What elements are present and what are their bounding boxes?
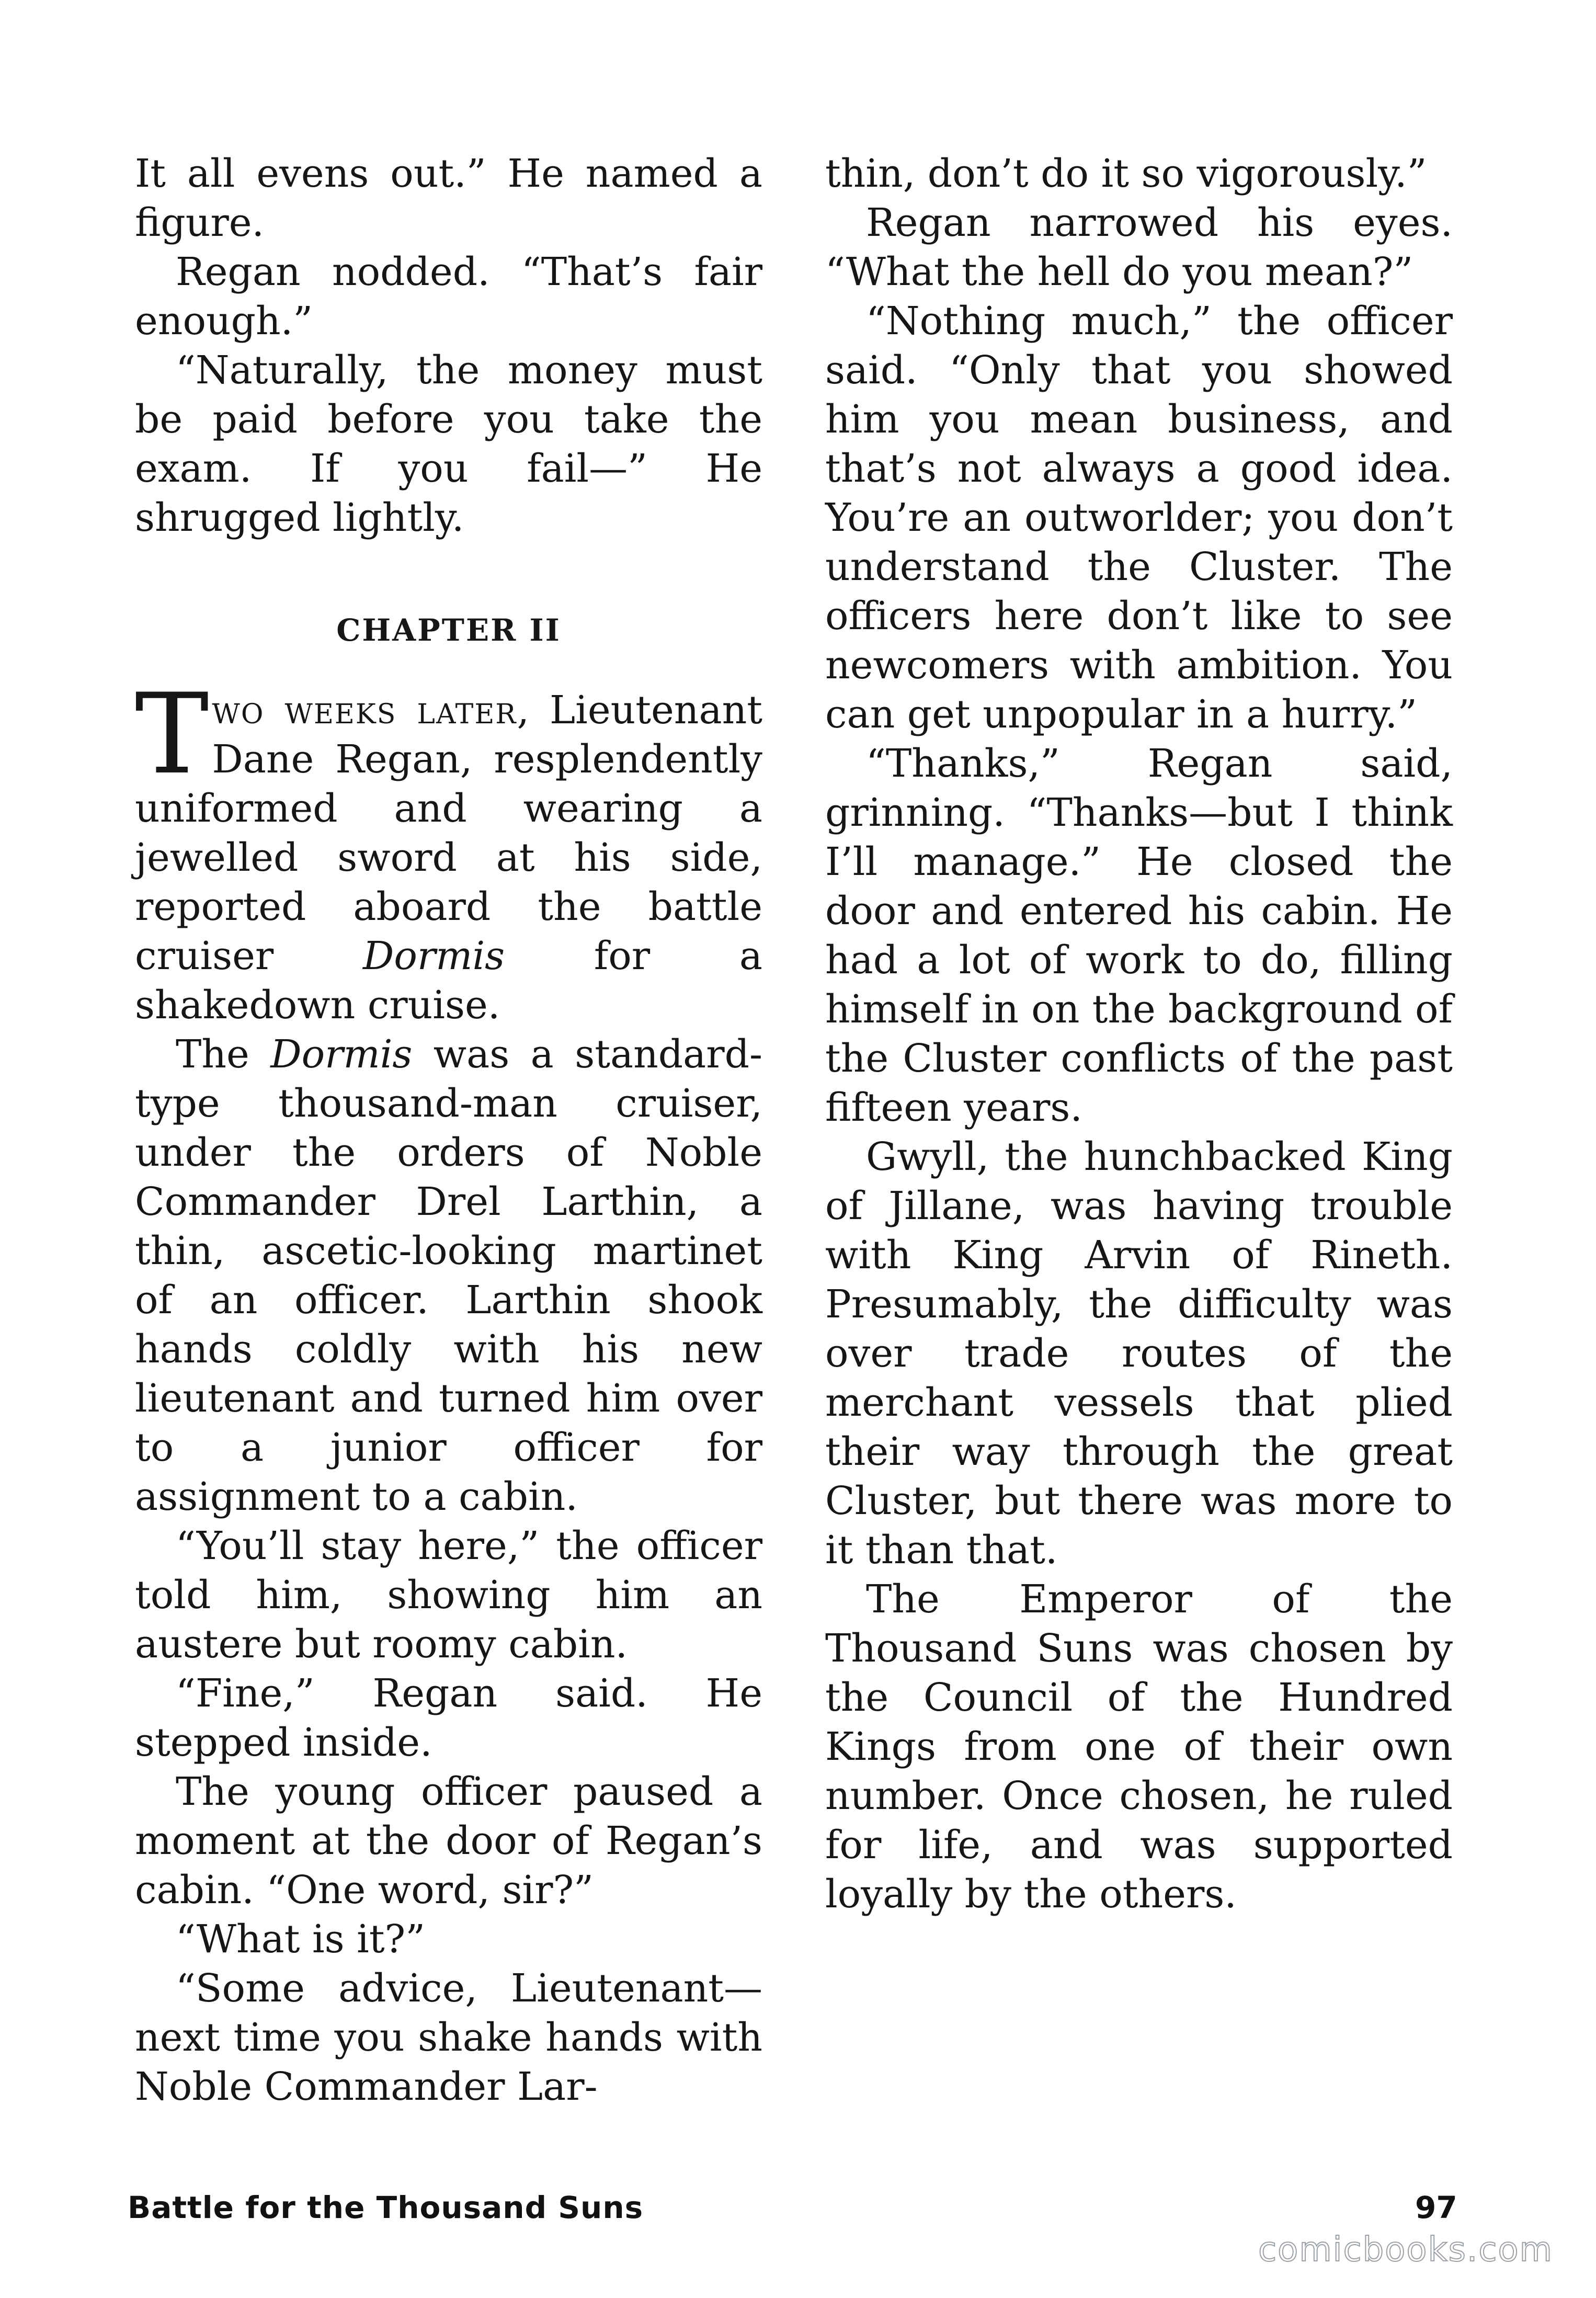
ship-name: Dormis xyxy=(270,1032,413,1077)
paragraph: The Emperor of the Thousand Suns was chosen by the Council of the Hundred Kings from one of their own number. Once chosen, he ruled for life, and was supported loyally by the others. xyxy=(825,1577,1453,1917)
paragraph: “Fine,” Regan said. He stepped inside. xyxy=(135,1671,762,1765)
paragraph: Gwyll, the hunchbacked King of Jillane, was having trouble with King Arvin of Rineth. Presumably, the difficulty was over trade routes of the merchant vessels that plied their way through the great Cluster, but there was more to it than that. xyxy=(825,1134,1453,1573)
drop-cap: T xyxy=(135,669,209,799)
paragraph xyxy=(135,1030,762,1521)
paragraph: Regan nodded. “That’s fair enough.” xyxy=(135,249,762,344)
paragraph: “You’ll stay here,” the officer told him, showing him an austere but roomy cabin. xyxy=(135,1523,762,1667)
paragraph: “What is it?” xyxy=(176,1917,426,1962)
paragraph: “Thanks,” Regan said, grinning. “Thanks—but I think I’ll manage.” He closed the door and entered his cabin. He had a lot of work to do, filling himself in on the background of the Cluster conflicts of the past fifteen years. xyxy=(825,741,1453,1130)
paragraph-start: The xyxy=(176,1032,271,1077)
opening-text: Lieutenant Dane Regan, resplendently uniformed and wearing a jewelled sword at his side, reported aboard the battle cruiser xyxy=(135,688,762,979)
paragraph: “Naturally, the money must be paid before you take the exam. If you fail—” He shrugged lightly. xyxy=(135,348,762,540)
paragraph: Regan narrowed his eyes. “What the hell do you mean?” xyxy=(825,200,1453,294)
page-number: 97 xyxy=(1415,2190,1457,2225)
paragraph: “Nothing much,” the officer said. “Only that you showed him you mean business, and that’s not always a good idea. You’re an outworlder; you don’t understand the Cluster. The officers here don’t like to see newcomers with ambition. You can get unpopular in a hurry.” xyxy=(825,299,1453,737)
opening-tail: for a shakedown cruise. xyxy=(135,934,763,1028)
chapter-opening-paragraph xyxy=(135,669,763,1030)
opening-small-caps: wo weeks later, xyxy=(212,688,530,733)
chapter-heading: CHAPTER II xyxy=(336,612,561,648)
left-column xyxy=(135,149,762,2111)
paragraph-rest: was a standard-type thousand-man cruiser, under the orders of Noble Commander Drel Larthin, a thin, ascetic-looking martinet of an officer. Larthin shook hands coldly with his new lieutenant and turned him over to a junior officer for assignment to a cabin. xyxy=(135,1032,762,1519)
running-footer-title: Battle for the Thousand Suns xyxy=(128,2190,644,2225)
paragraph: thin, don’t do it so vigorously.” xyxy=(825,151,1427,196)
paragraph: It all evens out.” He named a figure. xyxy=(135,151,762,245)
paragraph: The young officer paused a moment at the door of Regan’s cabin. “One word, sir?” xyxy=(135,1769,762,1913)
ship-name: Dormis xyxy=(363,934,505,979)
watermark: comicbooks.com xyxy=(1258,2231,1553,2269)
right-column xyxy=(825,149,1453,1919)
paragraph: “Some advice, Lieutenant—next time you shake hands with Noble Commander Lar- xyxy=(135,1966,762,2109)
